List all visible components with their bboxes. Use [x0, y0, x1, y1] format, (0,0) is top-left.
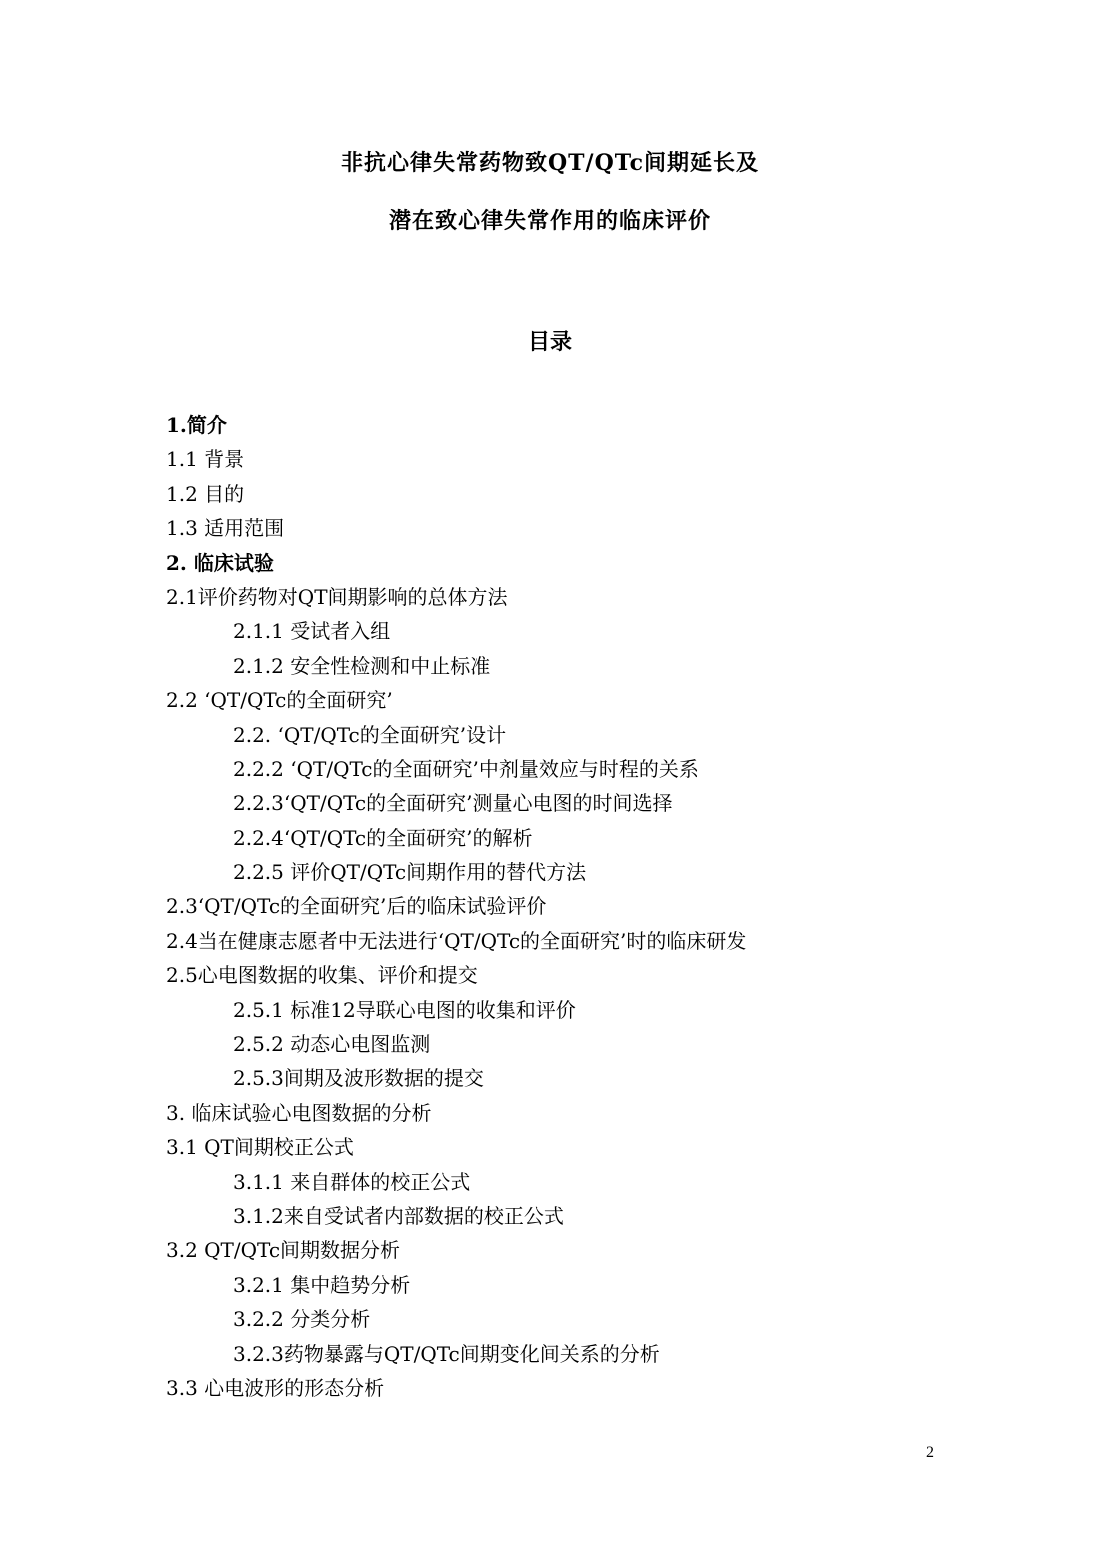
toc-entry: 2.2 ‘QT/QTc的全面研究’	[166, 688, 393, 713]
toc-entry: 2.5.3间期及波形数据的提交	[233, 1066, 484, 1091]
toc-entry: 2.2.2 ‘QT/QTc的全面研究’中剂量效应与时程的关系	[233, 756, 699, 781]
toc-heading: 目录	[527, 329, 572, 355]
toc-entry: 3. 临床试验心电图数据的分析	[166, 1100, 432, 1125]
toc-entry: 3.2.2 分类分析	[233, 1307, 371, 1332]
toc-entry: 3.2.3药物暴露与QT/QTc间期变化间关系的分析	[233, 1341, 660, 1366]
toc-entry: 3.2.1 集中趋势分析	[233, 1272, 411, 1297]
toc-entry: 1.3 适用范围	[166, 516, 285, 541]
toc-entry: 3.3 心电波形的形态分析	[166, 1375, 385, 1400]
toc-entry: 1.1 背景	[166, 447, 245, 472]
toc-entry: 2.5心电图数据的收集、评价和提交	[166, 963, 478, 988]
toc-entry: 1.简介	[166, 413, 227, 437]
toc-entry: 2.1.1 受试者入组	[233, 619, 391, 644]
toc-entry: 3.1 QT间期校正公式	[166, 1135, 354, 1160]
toc-entry: 3.1.1 来自群体的校正公式	[233, 1169, 471, 1194]
toc-entry: 2.5.1 标准12导联心电图的收集和评价	[233, 997, 576, 1022]
toc-entry: 2.1评价药物对QT间期影响的总体方法	[166, 584, 508, 609]
page-number: 2	[926, 1444, 934, 1461]
table-of-contents	[166, 410, 986, 1407]
toc-entry: 2.2. ‘QT/QTc的全面研究’设计	[233, 722, 507, 747]
toc-entry: 2.1.2 安全性检测和中止标准	[233, 653, 491, 678]
toc-entry: 2.4当在健康志愿者中无法进行‘QT/QTc的全面研究’时的临床研发	[166, 928, 747, 953]
toc-entry: 2.2.4‘QT/QTc的全面研究’的解析	[233, 825, 533, 850]
document-title-line-2: 潜在致心律失常作用的临床评价	[388, 208, 711, 234]
toc-entry: 2.2.3‘QT/QTc的全面研究’测量心电图的时间选择	[233, 791, 673, 816]
toc-entry: 2.5.2 动态心电图监测	[233, 1032, 431, 1057]
toc-entry: 3.2 QT/QTc间期数据分析	[166, 1238, 401, 1263]
toc-entry: 3.1.2来自受试者内部数据的校正公式	[233, 1203, 564, 1228]
toc-entry: 2.2.5 评价QT/QTc间期作用的替代方法	[233, 860, 587, 885]
toc-entry: 2. 临床试验	[166, 550, 274, 575]
toc-entry: 1.2 目的	[166, 481, 245, 506]
document-title-line-1: 非抗心律失常药物致QT/QTc间期延长及	[341, 150, 759, 176]
toc-entry: 2.3‘QT/QTc的全面研究’后的临床试验评价	[166, 894, 547, 919]
